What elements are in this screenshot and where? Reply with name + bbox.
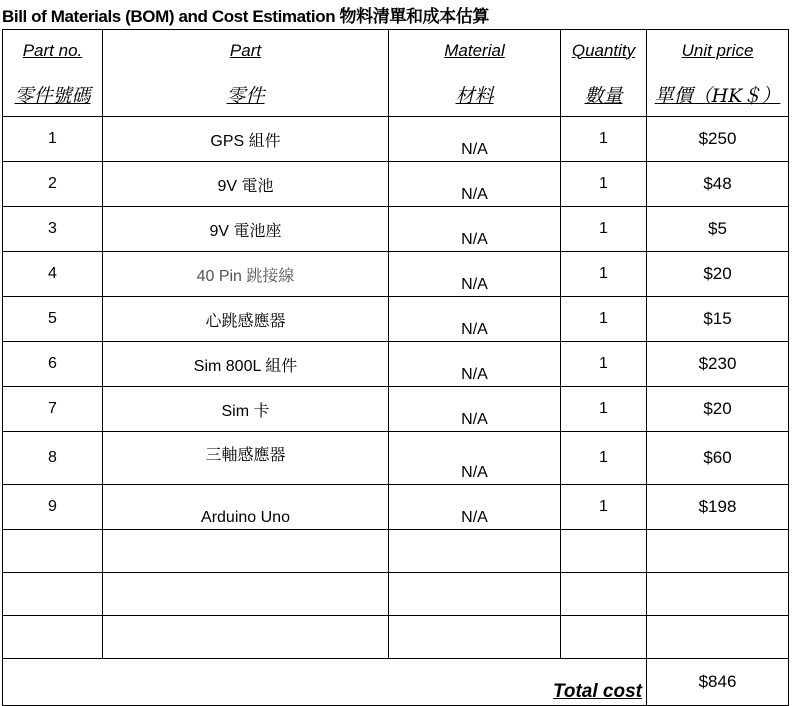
header-unit-price (647, 30, 789, 117)
header-quantity-zh: 數量 (584, 84, 623, 107)
material-cell: N/A (389, 207, 561, 252)
material-cell: N/A (389, 162, 561, 207)
empty-row (3, 530, 789, 573)
quantity-cell: 1 (561, 117, 647, 162)
total-cost-label: Total cost (3, 659, 647, 706)
table-row (3, 485, 789, 530)
table-row (3, 117, 789, 162)
header-quantity-en: Quantity (571, 40, 636, 60)
table-row (3, 387, 789, 432)
empty-cell (389, 530, 561, 573)
header-part-no-zh: 零件號碼 (14, 84, 91, 107)
header-material-zh: 材料 (455, 84, 494, 107)
table-row (3, 207, 789, 252)
material-cell: N/A (389, 252, 561, 297)
header-unit-price-zh: 單價（HK＄） (654, 84, 781, 107)
table-row (3, 252, 789, 297)
part-no-cell: 3 (3, 207, 103, 252)
header-material (389, 30, 561, 117)
empty-cell (3, 530, 103, 573)
part-cell: Sim 800L 組件 (103, 342, 389, 387)
part-no-cell: 8 (3, 432, 103, 485)
total-row (3, 659, 789, 706)
part-cell: 三軸感應器 (103, 432, 389, 485)
empty-row (3, 573, 789, 616)
unit-price-cell: $48 (647, 162, 789, 207)
part-cell: GPS 組件 (103, 117, 389, 162)
empty-row (3, 616, 789, 659)
header-part-zh: 零件 (226, 84, 265, 107)
header-quantity (561, 30, 647, 117)
part-no-cell: 4 (3, 252, 103, 297)
empty-cell (647, 616, 789, 659)
header-material-en: Material (444, 40, 505, 60)
unit-price-cell: $198 (647, 485, 789, 530)
quantity-cell: 1 (561, 252, 647, 297)
unit-price-cell: $20 (647, 387, 789, 432)
part-cell: Sim 卡 (103, 387, 389, 432)
quantity-cell: 1 (561, 342, 647, 387)
quantity-cell: 1 (561, 297, 647, 342)
empty-cell (389, 573, 561, 616)
empty-cell (647, 530, 789, 573)
material-cell: N/A (389, 387, 561, 432)
header-part-en: Part (229, 40, 262, 60)
empty-cell (647, 573, 789, 616)
part-no-cell: 2 (3, 162, 103, 207)
material-cell: N/A (389, 432, 561, 485)
empty-cell (103, 616, 389, 659)
part-cell: 9V 電池座 (103, 207, 389, 252)
part-cell: 9V 電池 (103, 162, 389, 207)
part-cell: 心跳感應器 (103, 297, 389, 342)
part-no-cell: 1 (3, 117, 103, 162)
empty-cell (103, 530, 389, 573)
empty-cell (561, 573, 647, 616)
quantity-cell: 1 (561, 485, 647, 530)
header-unit-price-en: Unit price (681, 40, 754, 60)
material-cell: N/A (389, 342, 561, 387)
empty-cell (561, 616, 647, 659)
header-part-no-en: Part no. (22, 40, 83, 60)
title-chinese: 物料清單和成本估算 (339, 7, 489, 27)
table-row (3, 297, 789, 342)
part-no-cell: 5 (3, 297, 103, 342)
total-cost-value: $846 (647, 659, 789, 706)
table-row (3, 432, 789, 485)
header-part (103, 30, 389, 117)
empty-cell (103, 573, 389, 616)
unit-price-cell: $5 (647, 207, 789, 252)
material-cell: N/A (389, 117, 561, 162)
quantity-cell: 1 (561, 162, 647, 207)
header-part-no (3, 30, 103, 117)
unit-price-cell: $20 (647, 252, 789, 297)
empty-cell (3, 573, 103, 616)
table-row (3, 342, 789, 387)
unit-price-cell: $230 (647, 342, 789, 387)
part-cell: 40 Pin 跳接線 (103, 252, 389, 297)
part-cell: Arduino Uno (103, 485, 389, 530)
material-cell: N/A (389, 485, 561, 530)
empty-cell (561, 530, 647, 573)
empty-cell (389, 616, 561, 659)
material-cell: N/A (389, 297, 561, 342)
header-row (3, 30, 789, 117)
part-no-cell: 9 (3, 485, 103, 530)
unit-price-cell: $15 (647, 297, 789, 342)
unit-price-cell: $250 (647, 117, 789, 162)
unit-price-cell: $60 (647, 432, 789, 485)
document-title (2, 2, 489, 28)
title-english: Bill of Materials (BOM) and Cost Estimation (2, 7, 336, 26)
part-no-cell: 7 (3, 387, 103, 432)
quantity-cell: 1 (561, 207, 647, 252)
quantity-cell: 1 (561, 387, 647, 432)
part-no-cell: 6 (3, 342, 103, 387)
table-row (3, 162, 789, 207)
empty-cell (3, 616, 103, 659)
quantity-cell: 1 (561, 432, 647, 485)
bom-table (2, 29, 789, 706)
